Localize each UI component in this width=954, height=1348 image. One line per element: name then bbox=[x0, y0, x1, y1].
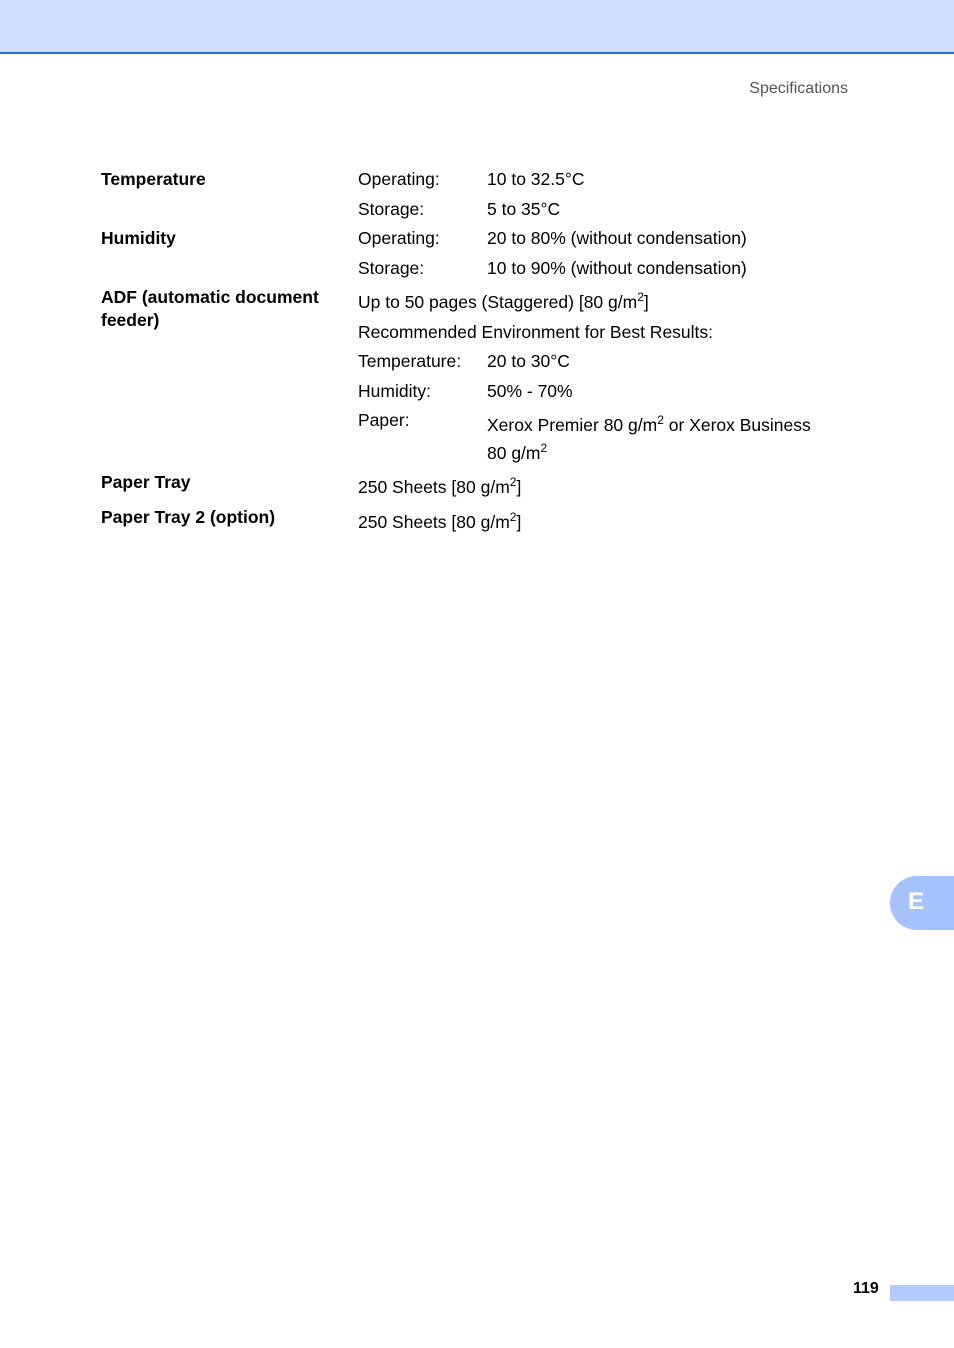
adf-capacity bbox=[358, 288, 649, 316]
adf-label bbox=[101, 286, 319, 332]
humidity-storage-label: Storage: bbox=[358, 258, 425, 278]
page-number: 119 bbox=[853, 1280, 879, 1297]
section-title: Specifications bbox=[749, 80, 848, 97]
temperature-operating-value: 10 to 32.5°C bbox=[487, 169, 585, 189]
adf-temperature-value: 20 to 30°C bbox=[487, 351, 570, 371]
header-bar bbox=[0, 0, 954, 54]
paper-tray2-value-sup: 2 bbox=[509, 510, 517, 524]
adf-paper-line1-suffix: or Xerox Business bbox=[663, 415, 811, 435]
paper-tray2-value bbox=[358, 508, 521, 536]
paper-tray-value-suffix: ] bbox=[516, 477, 522, 497]
adf-paper-label: Paper: bbox=[358, 410, 410, 430]
temperature-label: Temperature bbox=[101, 169, 206, 189]
adf-recommended: Recommended Environment for Best Results: bbox=[358, 322, 714, 342]
paper-tray-value-sup: 2 bbox=[509, 475, 517, 489]
chapter-tab bbox=[890, 876, 954, 930]
paper-tray-value-text: 250 Sheets [80 g/m bbox=[358, 477, 510, 497]
humidity-label: Humidity bbox=[101, 228, 176, 248]
adf-paper-line2-text: 80 g/m bbox=[487, 443, 541, 463]
adf-paper-line2-sup: 2 bbox=[540, 441, 548, 455]
paper-tray-label: Paper Tray bbox=[101, 472, 191, 492]
adf-humidity-label: Humidity: bbox=[358, 381, 431, 401]
adf-capacity-sup: 2 bbox=[637, 290, 644, 304]
temperature-operating-label: Operating: bbox=[358, 169, 440, 189]
adf-humidity-value: 50% - 70% bbox=[487, 381, 573, 401]
chapter-tab-letter: E bbox=[908, 888, 925, 915]
humidity-storage-value: 10 to 90% (without condensation) bbox=[487, 258, 747, 278]
paper-tray2-label: Paper Tray 2 (option) bbox=[101, 507, 276, 527]
adf-label-line2: feeder) bbox=[101, 310, 160, 330]
paper-tray2-value-text: 250 Sheets [80 g/m bbox=[358, 512, 510, 532]
temperature-storage-label: Storage: bbox=[358, 199, 425, 219]
adf-paper-line1-sup: 2 bbox=[657, 413, 664, 427]
adf-paper-line2 bbox=[487, 439, 547, 467]
page-number-bar bbox=[890, 1285, 954, 1301]
temperature-storage-value: 5 to 35°C bbox=[487, 199, 561, 219]
adf-capacity-text: Up to 50 pages (Staggered) [80 g/m bbox=[358, 292, 638, 312]
adf-temperature-label: Temperature: bbox=[358, 351, 462, 371]
adf-capacity-suffix: ] bbox=[643, 292, 649, 312]
adf-paper-line1 bbox=[487, 411, 811, 439]
paper-tray-value bbox=[358, 473, 521, 501]
humidity-operating-label: Operating: bbox=[358, 228, 440, 248]
paper-tray2-value-suffix: ] bbox=[516, 512, 522, 532]
humidity-operating-value: 20 to 80% (without condensation) bbox=[487, 228, 747, 248]
adf-label-line1: ADF (automatic document bbox=[101, 287, 319, 307]
adf-paper-line1-text: Xerox Premier 80 g/m bbox=[487, 415, 658, 435]
